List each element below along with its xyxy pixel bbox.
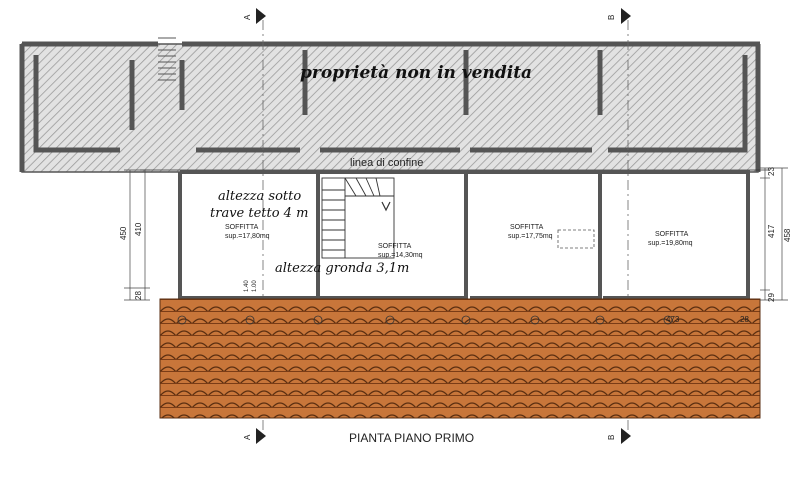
dim-23: 23	[767, 167, 776, 176]
room-2-name: SOFFITTA	[378, 243, 412, 250]
svg-text:A: A	[243, 14, 252, 20]
section-marker-a-top	[243, 8, 266, 24]
dim-100: 1.00	[252, 280, 258, 292]
eaves-height-note: altezza gronda 3,1m	[275, 261, 410, 276]
room-2-area: sup.=14,30mq	[378, 252, 423, 259]
room-3-name: SOFFITTA	[510, 224, 544, 231]
room-1-area: sup.=17,80mq	[225, 233, 270, 240]
dim-458: 458	[783, 228, 792, 242]
dim-410: 410	[134, 222, 143, 236]
height-under-beam-line2: trave tetto 4 m	[210, 206, 309, 221]
svg-text:B: B	[607, 434, 616, 440]
roof-dim-473: 473	[666, 315, 680, 324]
room-labels	[225, 224, 693, 259]
section-marker-b-top	[607, 8, 631, 24]
boundary-label: linea di confine	[350, 157, 424, 169]
room-4-name: SOFFITTA	[655, 231, 689, 238]
room-3-area: sup.=17,75mq	[508, 233, 553, 240]
svg-text:A: A	[243, 434, 252, 440]
not-for-sale-area	[22, 38, 760, 172]
roof-dim-28: 28	[740, 315, 749, 324]
hatch-opening	[558, 230, 594, 248]
height-under-beam-line1: altezza sotto	[218, 189, 302, 204]
section-marker-b-bottom	[607, 428, 631, 444]
dim-417: 417	[767, 224, 776, 238]
section-marker-a-bottom	[243, 428, 266, 444]
room-4-area: sup.=19,80mq	[648, 240, 693, 247]
sheet-title: PIANTA PIANO PRIMO	[349, 431, 475, 445]
dim-29: 29	[767, 293, 776, 302]
room-1-name: SOFFITTA	[225, 224, 259, 231]
dim-450: 450	[119, 226, 128, 240]
dim-140: 1.40	[244, 280, 250, 292]
svg-text:B: B	[607, 14, 616, 20]
dim-28-left: 28	[134, 291, 143, 300]
not-for-sale-label: proprietà non in vendita	[300, 63, 533, 83]
